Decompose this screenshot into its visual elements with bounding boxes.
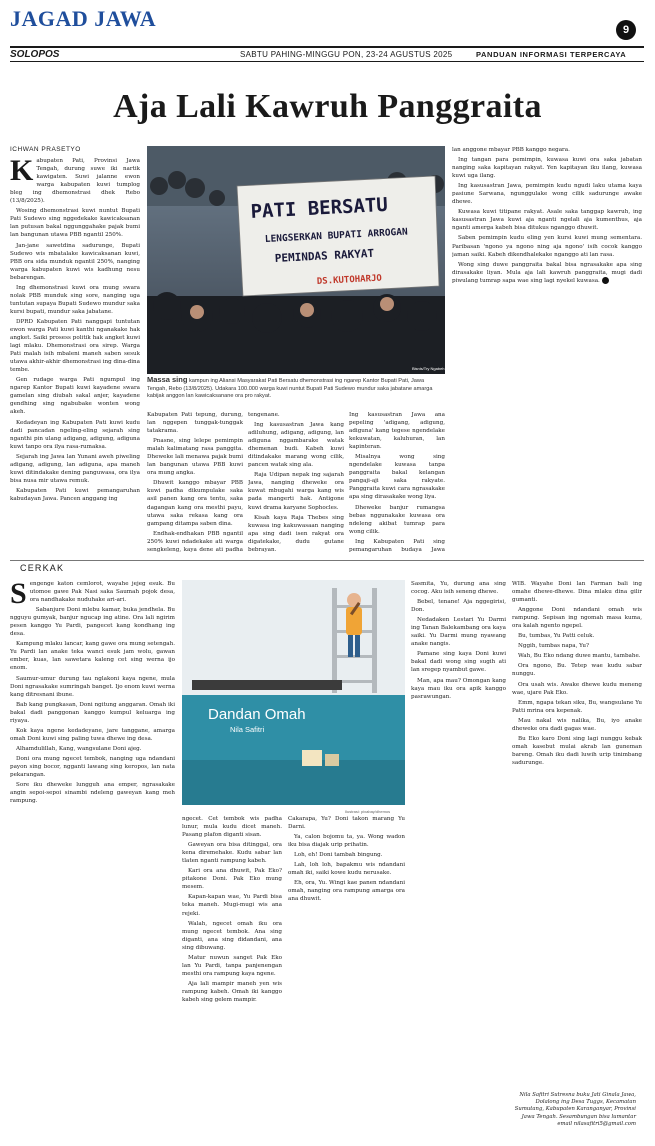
cerkak-paragraph: Nedadaken Lestari Yu Darmi ing Tanan Balekambang ora kaya saiki. Yu Darmi mung nyawang anake nangis. xyxy=(411,617,506,648)
article-paragraph-text: Wong sing duwe panggraita bakal bisa ngrasakake apa sing dirasakake liyan. Mula aja lali kawruh panggraita, mugi dadi piwulang tumrap sapa wae sing lagi nyekel kuwasa. xyxy=(452,261,642,284)
cerkak-paragraph: Saumur-umur durung tau nglakoni kaya ngene, mula Doni ngrasakake sumringah banget. Ijo enom kuwi werna kang ditresnani ibune. xyxy=(10,675,175,698)
article-column-3 xyxy=(248,411,344,552)
cerkak-paragraph: Cakarapa, Yu? Doni takon marang Yu Darni. xyxy=(288,816,405,831)
article-paragraph: Sejarah ing Jawa lan Yunani aweh piweling adigang, adigung, lan adiguna, apa maneh kuwi ditindakake dening panguwasa, ora ilya bisa nusa mir utawa remuk. xyxy=(10,453,140,484)
article-paragraph: Dhuwit kanggo mbayar PBB kuwi padha dikumpulake saka asil panen kang ora tentu, saka dagangan kang ora mesthi payu, utawa saka rekasa kang ora gampang ditampa saben dina. xyxy=(147,480,243,527)
cerkak-paragraph: Sabanjure Doni mlebu kamar, buka jendhela. Bu ngguyu gumyak, banjur ngucap ing atine. Ora lali ngirim pesen kanggo Yu Pardi, pangecet kang kondhang ing desa. xyxy=(10,607,175,638)
banner-text-3: PEMINDAS RAKYAT xyxy=(274,246,375,265)
cerkak-column-3 xyxy=(411,580,506,1140)
cerkak-paragraph: WIB. Wayahe Doni lan Farman bali ing omahe dhewe-dhewe. Dina mlaku dina gilir gumanti. xyxy=(512,581,642,604)
article-paragraph: Kedadeyan ing Kabupaten Pati kuwi kudu dadi pancadan ngeling-eling sejarah sing nganthi pin ulang adigang, adigung, adiguna kuwi tanpo ora ilya rasa-rumaksa. xyxy=(10,419,140,450)
article-column-2 xyxy=(147,411,243,552)
article-paragraph: abupaten Pati, Provinsi Jawa Tengah, durung suwe iki nartik kawigaten. Suwi jalanne ewon warga kabupaten kuwi tumplog bleg ing dhemonstrasi dhek Rebo (13/8/2025). xyxy=(10,158,140,205)
article-paragraph: tengenane. xyxy=(248,412,280,418)
protest-photo xyxy=(147,146,445,374)
cerkak-paragraph: Sasmita, Yu, durung ana sing cocog. Aku isih seneng dhewe. xyxy=(411,581,506,596)
article-paragraph: Ing kasusastran Jawa ana pepeling 'adigang, adigung, adiguna' kang tegese ngendelake kekuwatan, kaluhuran, lan kapinteran. xyxy=(349,412,445,451)
end-mark-icon xyxy=(602,277,609,284)
banner-text-1: PATI BERSATU xyxy=(250,193,389,223)
article-paragraph xyxy=(452,261,642,285)
cerkak-paragraph: Doni ora mung ngecet tembok, nanging uga ndandani payon sing bocor, ngganti lawang sing keropos, lan nata pekarangan. xyxy=(10,755,175,779)
cerkak-paragraph: Ora usah wis. Awake dhewe kudu meneng wae, ujare Pak Eko. xyxy=(512,681,642,696)
cerkak-column-3a xyxy=(288,815,405,1140)
publication-date: SABTU PAHING-MINGGU PON, 23-24 AGUSTUS 2025 xyxy=(240,50,453,59)
cerkak-paragraph: Emm, ngapa tekan siku, Bu, wangsulane Yu Patti mrina ora kepenak. xyxy=(512,699,642,714)
cerkak-paragraph: Kok kaya ngene kedadeyane, jare tanggane, amarga omah Doni kuwi sing paling tuwa dhewe ing desa. xyxy=(10,727,175,742)
cerkak-paragraph: engenge katon cemlorot, wayahe jejeg esuk. Bu utomoe gawe Pak Nasi saka Saumah pojok desa, ora nandhakake nuduhake ari-ari. xyxy=(29,581,175,604)
cerkak-paragraph: Sore iku dheweke lungguh ana emper, ngrasakake angin sepoi-sepoi sinambi ndeleng gaweyan kang meh rampung. xyxy=(10,782,175,805)
article-paragraph: Kuwasa kuwi titipane rakyat. Asale saka tanggap kawruh, ing kasusastran Jawa kuwi aja nganti ngelali aja kumenthus, aja nganti amerga kabeh bisa ditukus nganggo dhuwit. xyxy=(452,209,642,232)
cerkak-paragraph: Loh, eh! Doni tambah bingung. xyxy=(294,852,383,859)
article-column-5 xyxy=(452,146,642,548)
article-paragraph: Raja Udipan nepak ing sajarah Jawa, nanging dheweke ora kuwat mbugahi warga kang wis pada mangerti hak. Antigone kuwi drama karyane Sophocles. xyxy=(248,472,344,511)
cerkak-paragraph: Man, apa mau? Omongan kang kaya mau iku ora apik kanggo pasrawungan. xyxy=(411,677,506,700)
cerkak-paragraph: Eh, ora, Yu. Wingi kae panen ndandani omah, nanging ora rampung amarga ora ana dhuwit. xyxy=(288,880,405,903)
article-paragraph: Kisah kaya Raja Thebes sing kuwasa ing kakuwasaan nanging apa sing dadi isen rakyat ora digatekake, dudu gutane bebrayan. xyxy=(248,514,344,552)
cerkak-paragraph: Ya, calon bojomu ta, ya. Wong wadon iku bisa diajak urip prihatin. xyxy=(288,834,405,849)
cerkak-paragraph: Kapan-kapan wae, Yu Pardi bisa teka maneh. Mugi-mugi wis ana rejeki. xyxy=(182,894,282,917)
article-dropcap: K xyxy=(10,154,34,188)
protest-photo-illustration xyxy=(147,146,445,374)
cerkak-paragraph: Matur nuwun sanget Pak Eko lan Yu Pardi, tanpa panjenengan mesthi ora rampung kaya ngene. xyxy=(182,954,282,977)
section-title: JAGAD JAWA xyxy=(10,6,157,31)
article-paragraph: Misalnya wong sing ngendelake kuwasa tanpa panggraita bakal kelangan pangaji-aji saka rakyate. Panggraita kuwi cara ngrasakake apa sing dirasakake wong liya. xyxy=(349,454,445,501)
cerkak-paragraph: Nggih, tumbas napa, Yu? xyxy=(518,643,589,650)
cerkak-title: Dandan Omah xyxy=(208,706,306,723)
article-headline: Aja Lali Kawruh Panggraita xyxy=(113,88,542,125)
cerkak-illustration xyxy=(182,580,405,805)
paper-tagline: PANDUAN INFORMASI TERPERCAYA xyxy=(476,50,627,59)
article-paragraph: Kabupaten Pati kuwi pemangaruhan kabudayan Jawa. Pancen anggang ing xyxy=(10,487,140,502)
article-paragraph: Endhak-endhakan PBB ngantil 250% kuwi ndadekake ati warga sengkeleng, kaya dene ati padha xyxy=(147,530,243,552)
cerkak-paragraph: Gaweyan ora bisa ditinggal, ora kena diremehake. Kudu sabar lan tlaten nganti rampung kabeh. xyxy=(182,842,282,865)
cerkak-dropcap: S xyxy=(10,580,27,610)
article-byline: ICHWAN PRASETYO xyxy=(10,146,81,153)
cerkak-paragraph: Aja lali mampir maneh yen wis rampung kabeh. Omah iki kanggo kabeh sing gelem mampir. xyxy=(182,980,282,1003)
page-number: 9 xyxy=(616,20,636,40)
cerkak-paragraph: Bebel, tenane! Aja nggegirisi, Don. xyxy=(411,599,506,614)
article-paragraph: Gen rudage warga Pati ngumpul ing ngarep Kantor Bupati kuwi kayadene swara gamelan sing diubah sakal anjer, kayadene gendhing sing ngabubake wonten wong akeh. xyxy=(10,377,140,416)
cerkak-paragraph: Anggone Doni ndandani omah wis rampung. Sepisan ing ngomah masa kuma, ora kalah ngento ngepel. xyxy=(512,607,642,630)
article-paragraph: lan anggone mbayar PBB kanggo negara. xyxy=(452,147,570,153)
cerkak-author: Nila Safitri xyxy=(230,725,265,734)
cerkak-label: CERKAK xyxy=(20,563,65,573)
article-paragraph: Jan-jane sawetdina sadurunge, Bupati Sudewo wis mbatalake kawicaksanan kuwi, PBB ora sida munduk ngantil 250%, nanging warga kabupaten kuwi wis kadhung nesu bebarengan. xyxy=(10,242,140,281)
cerkak-paragraph: Pamane sing kaya Doni kuwi bakal dadi wong sing sugih ati lan sregep nyambut gawe. xyxy=(411,651,506,674)
article-paragraph: Ing Kabupaten Pati sing pemangaruhan budaya Jawa xyxy=(349,538,445,552)
article-paragraph: Ing kasusastran Jawa kang adiluhung, adigang, adigung, lan adiguna nggambarake watak dhemenan budi. Kabeh kuwi ditindakake marang wong cilik, pancen watak sing ala. xyxy=(248,422,344,469)
article-column-4 xyxy=(349,411,445,552)
caption-label: Massa sing xyxy=(147,375,188,384)
article-paragraph: Kabupaten Pati tepung, durung, lan nggepen tunggak-tunggak tatakrama. xyxy=(147,412,243,435)
article-paragraph: Saben pemimpin kudu eling yen kursi kuwi mung sementara. Paribasan 'ngono ya ngono ning aja ngono' isih cocok kanggo jaman saiki. Kabeh dikendhalekake nganggo ati lan rasa. xyxy=(452,235,642,258)
illustration-credit: Ilustrasi: pixabay/dhemos xyxy=(345,809,391,814)
article-paragraph: Ing dhemonstrasi kuwi ora mung swara nolak PBB munduk sing sore, nanging uga tuntutan supaya Bupati Sudewo mundur saka kursi bupati, mundur saka jabatane. xyxy=(10,284,140,315)
cerkak-paragraph: Walah, ngecet omah iku ora mung ngecet tembok. Ana sing diganti, ana sing didandani, ana sing dibuwang. xyxy=(182,920,282,951)
cerkak-paragraph: Wah, Bu Eko ndang duwe mantu, tambahe. xyxy=(518,653,641,660)
banner-text-2: LENGSERKAN BUPATI ARROGAN xyxy=(264,226,408,245)
article-paragraph: Wosing dhemonstrasi kuwi nuntut Bupati Pati Sudewo sing nggedekake kawicaksanan lan putusan bakal nggunggahake pajak bumi lan bangunan utawa PBB ngantil 250%. xyxy=(10,208,140,239)
house-painting-illustration xyxy=(182,580,405,805)
cerkak-column-4 xyxy=(512,580,642,1108)
cerkak-paragraph: Bu Eko karo Doni sing lagi nunggu kebak omah kasebut mulai akrab lan guneman bareng. Omah iku dadi luwih urip tinimbang sadurunge. xyxy=(512,735,642,766)
cerkak-paragraph: Mau nakal wis nalika, Bu, iyo anake dheweke ora dadi gagas wae. xyxy=(512,717,642,732)
article-column-1 xyxy=(10,146,140,552)
author-bio: Nila Safitri Sutresna buku Jati Ginala Jawa, Dolalong ing Desa Tuggs, Kecamatan Sumutang, Kabupaten Karanganyar, Provinsi Jawa Tengah. Sesambungan bisa lumantar email nilasafitri5@gmail.com xyxy=(514,1092,636,1127)
photo-caption xyxy=(147,376,445,401)
cerkak-paragraph: Ora ngono, Bu. Tetep wae kudu sabar nunggu. xyxy=(512,663,642,678)
cerkak-column-2 xyxy=(182,815,282,1140)
article-paragraph: Dheweke banjur rumangsa bebas nggunakake kuwasa ora ndeleng akibat tumrap para wong cilik. xyxy=(349,504,445,535)
article-paragraph: Ing kasusastran Jawa, pemimpin kudu ngudi laku utama kaya pasiune Sarwana, ngunggulake wong cilik sadurunge awake dhewe. xyxy=(452,183,642,206)
cerkak-paragraph: Alhamdulillah, Kang, wangsulane Doni ajeg. xyxy=(16,745,142,752)
photo-credit: Bisnis/Try Ngabeh xyxy=(412,366,445,371)
header-rule-bottom xyxy=(10,61,644,62)
cerkak-paragraph: Kari ora ana dhuwit, Pak Eko? pitakone Doni. Pak Eko mung mesem. xyxy=(182,868,282,891)
cerkak-paragraph: ngecet. Cet tembok wis padha lunur, mula kudu dicet maneh. Pasang plafon diganti sisan. xyxy=(182,816,282,839)
cerkak-paragraph: Lah, loh loh, bapakmu wis ndandani omah iki, saiki kowe kudu nerusake. xyxy=(288,862,405,877)
section-divider xyxy=(10,560,644,561)
article-paragraph: Pnasne, sing lelepe pemimpin malah kalimatang rasa panggita. Dheweke lali menawa pajak bumi lan bangunan utawa PBB kuwi ora mung angka. xyxy=(147,438,243,477)
cerkak-paragraph: Kampung mlaku lancar, kang gawe ora mung setengah. Yu Pardi lan anake teka wanci esuk jam wolu, gawan ember, kuas, lan sawetara kaleng cet sing werna ijo enom. xyxy=(10,641,175,672)
banner-text-4: DS.KUTOHARJO xyxy=(316,273,383,287)
header-rule xyxy=(10,46,644,48)
cerkak-paragraph: Bu, tumbas, Yu Patti celuk. xyxy=(518,633,595,640)
caption-text: kampun ing Aliansi Masyarakat Pati Bersatu dhemonstrasi ing ngarep Kantor Bupati Pati, Jawa Tengah, Rebo (13/8/2025). Udakara 100.000 warga kuwi nuntut Bupati Pati Sudewo mundur saka jabatane amarga kabijak anggon lan kawicaksanane ora pro rakyat. xyxy=(147,378,433,400)
cerkak-paragraph: Bab kang pungkasan, Doni ngitung anggaran. Omah iki bakal dadi panggonan kanggo kumpul keluarga ing riyaya. xyxy=(10,701,175,724)
paper-name: SOLOPOS xyxy=(10,49,60,60)
article-paragraph: Ing tangan para pemimpin, kuwasa kuwi ora saka jabatan nanging saka kapitayan rakyat. Yen kapitayan iku ilang, kuwasa kuwi uga ilang. xyxy=(452,157,642,180)
article-paragraph: DPRD Kabupaten Pati nanggapi tuntutan ewon warga Pati kuwi kanthi nganakake hak angket. Saiki prosess politik hak angket kuwi lagi mlaku. Dhemonstrasi ora sirep. Warga Pati malah isih mbaleni maneh saben sesuk utawa akhir-akhir dhemonstrasi ing dina-dina tembe. xyxy=(10,318,140,374)
cerkak-column-1 xyxy=(10,580,175,1140)
